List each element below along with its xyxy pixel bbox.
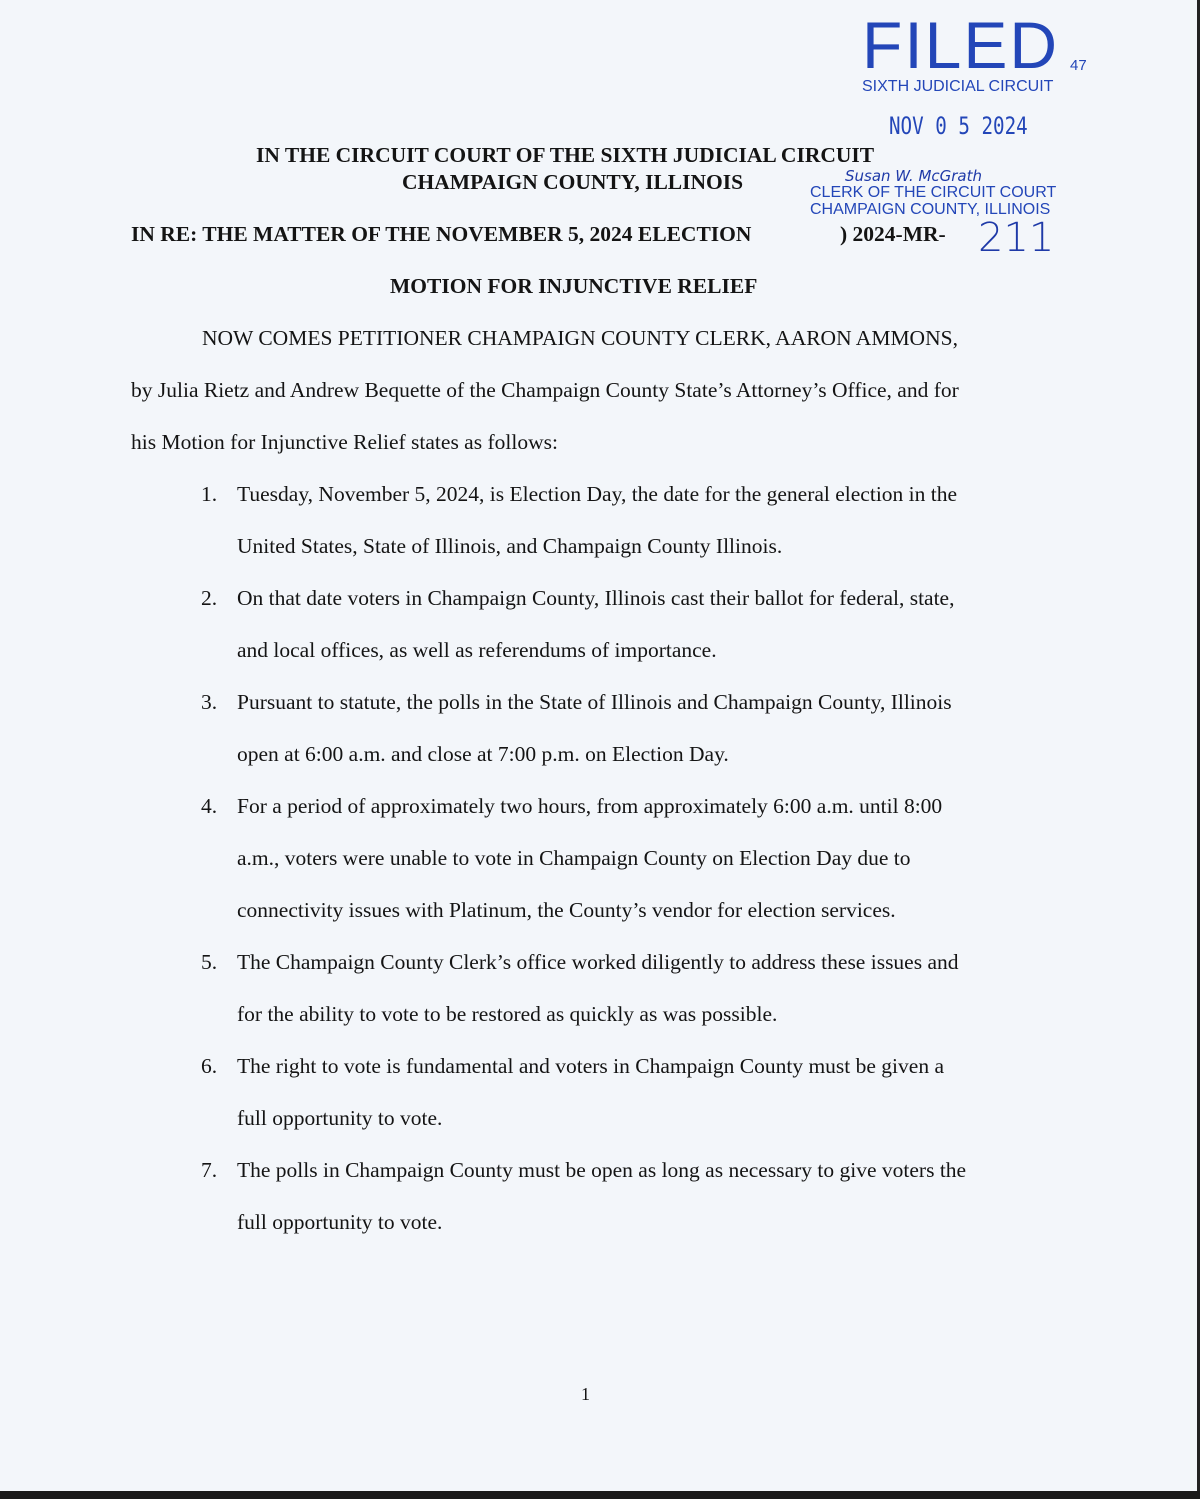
scan-edge-bottom — [0, 1491, 1200, 1499]
stamp-date: NOV 0 5 2024 — [889, 112, 1028, 140]
list-item-line: For a period of approximately two hours, from approximately 6:00 a.m. until 8:00 — [237, 794, 943, 818]
case-number: ) 2024-MR- — [840, 222, 946, 246]
stamp-clerk-line1: CLERK OF THE CIRCUIT COURT — [810, 184, 1057, 201]
list-item-line: full opportunity to vote. — [237, 1106, 443, 1130]
list-item-line: On that date voters in Champaign County, Illinois cast their ballot for federal, state, — [237, 586, 955, 610]
in-re-caption: IN RE: THE MATTER OF THE NOVEMBER 5, 2024 ELECTION — [131, 222, 752, 246]
list-item-number: 3. — [201, 690, 218, 714]
filed-stamp: FILED — [862, 8, 1060, 82]
list-item-line: Pursuant to statute, the polls in the State of Illinois and Champaign County, Illinois — [237, 690, 952, 714]
list-item-line: The Champaign County Clerk’s office worked diligently to address these issues and — [237, 950, 959, 974]
document-title: MOTION FOR INJUNCTIVE RELIEF — [390, 274, 758, 298]
list-item-number: 2. — [201, 586, 218, 610]
court-name: IN THE CIRCUIT COURT OF THE SIXTH JUDICIAL CIRCUIT — [256, 143, 875, 167]
list-item-line: and local offices, as well as referendums of importance. — [237, 638, 717, 662]
list-item-line: connectivity issues with Platinum, the County’s vendor for election services. — [237, 898, 896, 922]
list-item-number: 5. — [201, 950, 218, 974]
list-item-number: 7. — [201, 1158, 218, 1182]
intro-line: by Julia Rietz and Andrew Bequette of the Champaign County State’s Attorney’s Office, and for — [131, 378, 959, 402]
page-number: 1 — [581, 1384, 590, 1404]
list-item-number: 6. — [201, 1054, 218, 1078]
clerk-signature: Susan W. McGrath — [845, 167, 983, 185]
list-item-line: The right to vote is fundamental and voters in Champaign County must be given a — [237, 1054, 944, 1078]
stamp-circuit: SIXTH JUDICIAL CIRCUIT — [862, 78, 1054, 95]
list-item-number: 1. — [201, 482, 218, 506]
list-item-line: for the ability to vote to be restored as quickly as was possible. — [237, 1002, 778, 1026]
list-item-line: The polls in Champaign County must be open as long as necessary to give voters the — [237, 1158, 967, 1182]
list-item-line: United States, State of Illinois, and Champaign County Illinois. — [237, 534, 783, 558]
handwritten-case-number: 211 — [978, 215, 1055, 261]
county-name: CHAMPAIGN COUNTY, ILLINOIS — [402, 170, 744, 194]
stamp-number: 47 — [1070, 57, 1087, 74]
list-item-number: 4. — [201, 794, 218, 818]
intro-line: NOW COMES PETITIONER CHAMPAIGN COUNTY CLERK, AARON AMMONS, — [202, 326, 958, 350]
list-item-line: full opportunity to vote. — [237, 1210, 443, 1234]
list-item-line: Tuesday, November 5, 2024, is Election Day, the date for the general election in the — [237, 482, 958, 506]
stamp-clerk-line2: CHAMPAIGN COUNTY, ILLINOIS — [810, 201, 1051, 218]
list-item-line: a.m., voters were unable to vote in Champaign County on Election Day due to — [237, 846, 911, 870]
list-item-line: open at 6:00 a.m. and close at 7:00 p.m. on Election Day. — [237, 742, 729, 766]
intro-line: his Motion for Injunctive Relief states as follows: — [131, 430, 558, 454]
